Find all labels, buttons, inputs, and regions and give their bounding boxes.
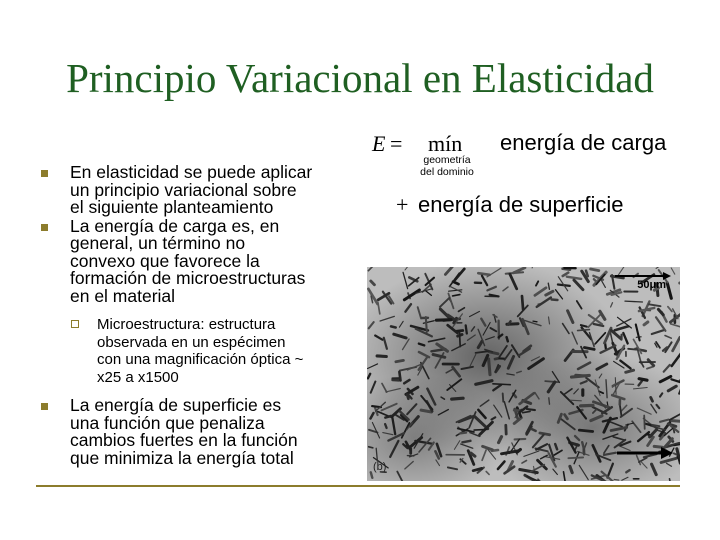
bullet-line: con una magnificación óptica ~: [97, 351, 304, 368]
slide-title: Principio Variacional en Elasticidad: [66, 55, 654, 101]
microstructure-micrograph: [367, 267, 680, 481]
bullet-line: x25 a x1500: [97, 368, 179, 386]
formula-term-surface-energy: energía de superficie: [418, 192, 624, 217]
bullet-item: [36, 164, 356, 217]
scale-label: 50μm: [637, 279, 666, 291]
hollow-square-bullet-icon: [71, 320, 79, 328]
bullet-line: el siguiente planteamiento: [70, 197, 274, 217]
bullet-line: cambios fuertes en la función: [70, 430, 298, 450]
bullet-item: [36, 397, 356, 467]
bullet-line: La energía de superficie es: [70, 395, 282, 415]
bullet-line: formación de microestructuras: [70, 268, 306, 288]
bullet-line: convexo que favorece la: [70, 250, 260, 271]
micrograph-image: [367, 267, 680, 481]
square-bullet-icon: [41, 403, 48, 410]
panel-label: (b): [373, 461, 387, 473]
formula-equals: =: [390, 131, 403, 156]
square-bullet-icon: [41, 224, 48, 231]
sub-bullet-item: [94, 316, 356, 386]
formula-plus: +: [396, 192, 409, 217]
bullet-list: [36, 164, 356, 467]
bullet-line: La energía de carga es, en: [70, 215, 280, 236]
bullet-line: En elasticidad se puede aplicar: [70, 162, 313, 182]
energy-formula: [366, 128, 696, 218]
bullet-line: una función que penaliza: [70, 412, 265, 433]
bullet-line: observada en un espécimen: [97, 333, 286, 351]
formula-subscript-line: geometría: [423, 154, 471, 166]
bullet-line: un principio variacional sobre: [70, 179, 297, 200]
square-bullet-icon: [41, 170, 48, 177]
bullet-line: Microestructura: estructura: [97, 316, 276, 333]
bullet-line: en el material: [70, 285, 176, 306]
bullet-item: [36, 215, 356, 306]
footer-rule: [36, 485, 680, 487]
bullet-line: que minimiza la energía total: [70, 447, 294, 468]
formula-lhs: E: [372, 131, 386, 156]
formula-term-load-energy: energía de carga: [500, 130, 667, 155]
bullet-line: general, un término no: [70, 233, 246, 253]
formula-subscript-line: del dominio: [420, 166, 474, 178]
formula-min-operator: mín: [428, 131, 463, 156]
